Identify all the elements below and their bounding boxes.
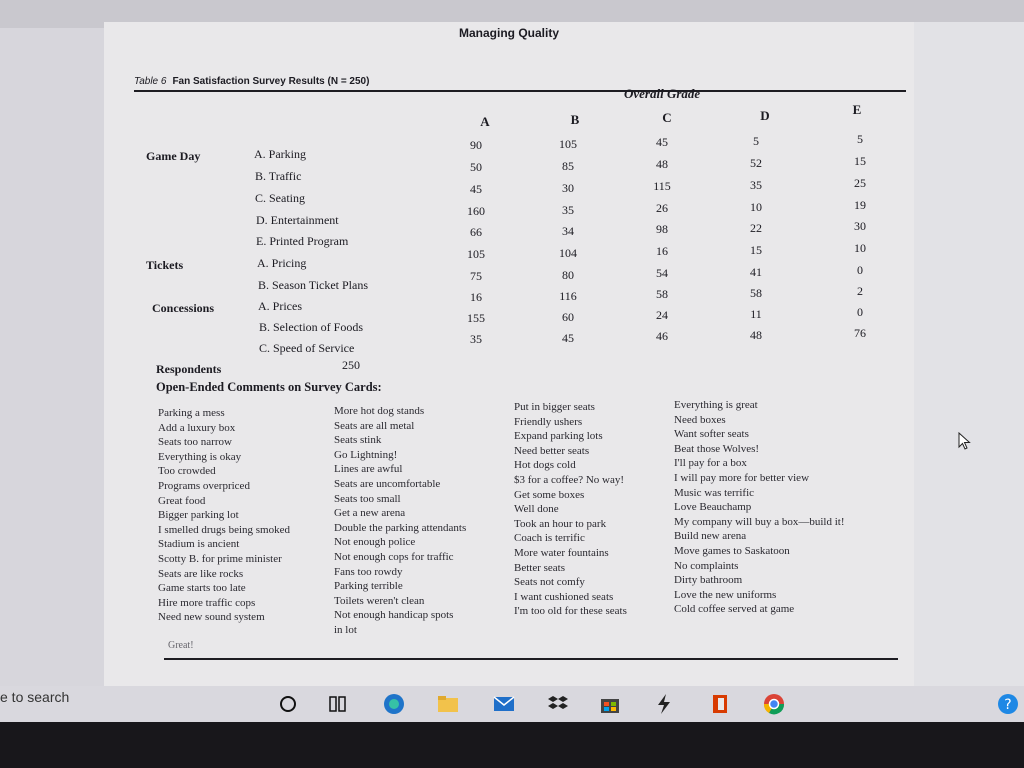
grade-cell: 116 xyxy=(559,288,577,303)
screen-bezel-bottom xyxy=(0,722,1024,768)
row-item-label: D. Entertainment xyxy=(256,213,339,227)
grade-cell: 5 xyxy=(857,132,863,146)
running-head: Managing Quality xyxy=(458,26,559,40)
grade-cell: 15 xyxy=(750,242,762,257)
comment-line: Expand parking lots xyxy=(514,430,603,443)
row-item-label: E. Printed Program xyxy=(256,234,349,248)
comment-line: Everything is okay xyxy=(158,450,242,463)
comment-line: Fans too rowdy xyxy=(334,565,403,578)
store-icon[interactable] xyxy=(598,692,622,716)
row-item-label: B. Traffic xyxy=(255,169,302,183)
help-icon[interactable] xyxy=(996,692,1020,716)
row-item-label: C. Seating xyxy=(255,191,305,205)
comments-column-1 xyxy=(158,406,290,625)
grade-cell: 105 xyxy=(467,247,485,261)
cortana-icon[interactable] xyxy=(276,692,300,716)
comment-line: Great food xyxy=(158,494,206,507)
task-view-icon[interactable] xyxy=(326,692,350,716)
comment-line: Friendly ushers xyxy=(514,415,583,428)
comment-line: Love Beauchamp xyxy=(674,501,752,514)
row-item-label: B. Selection of Foods xyxy=(259,320,363,334)
grade-cell: 90 xyxy=(470,138,482,152)
comment-line: Seats too narrow xyxy=(158,436,232,449)
grade-c-header: C xyxy=(662,110,672,125)
grade-cell: 76 xyxy=(854,326,866,340)
chrome-icon[interactable] xyxy=(762,692,786,716)
grade-cell: 24 xyxy=(656,308,668,322)
comments-column-3 xyxy=(514,400,627,619)
comment-line: Hire more traffic cops xyxy=(158,596,256,609)
comment-line: Move games to Saskatoon xyxy=(674,544,790,557)
screen-right-area xyxy=(910,22,1024,688)
grade-cell: 105 xyxy=(559,136,577,151)
grade-d-header: D xyxy=(760,108,770,123)
comments-column-4 xyxy=(674,398,844,617)
grade-cell: 41 xyxy=(750,264,762,279)
grade-cell: 15 xyxy=(854,154,866,168)
mouse-cursor-icon xyxy=(958,432,972,450)
category-label: Game Day xyxy=(146,149,201,163)
comment-line: Seats are uncomfortable xyxy=(334,477,441,490)
respondents-label: Respondents xyxy=(156,362,222,376)
comment-line: No complaints xyxy=(674,559,739,572)
grade-cell: 45 xyxy=(656,135,668,149)
grade-cell: 80 xyxy=(562,267,574,282)
respondents-value: 250 xyxy=(342,358,360,372)
app-icon[interactable] xyxy=(652,692,676,716)
comment-line: Toilets weren't clean xyxy=(334,594,425,607)
comments-column-2 xyxy=(334,404,466,638)
grade-cell: 10 xyxy=(854,241,866,255)
comments-heading: Open-Ended Comments on Survey Cards: xyxy=(156,380,382,394)
comment-line: I will pay more for better view xyxy=(674,471,810,484)
office-icon[interactable] xyxy=(708,692,732,716)
grade-cell: 22 xyxy=(750,220,762,235)
taskbar xyxy=(0,686,1024,722)
table-title xyxy=(134,76,369,87)
grade-cell: 66 xyxy=(470,225,482,239)
comment-line: Seats are all metal xyxy=(334,419,415,432)
comment-line: Seats not comfy xyxy=(514,576,585,589)
comment-line: $3 for a coffee? No way! xyxy=(514,473,625,486)
last-comment: Great! xyxy=(168,640,194,651)
comment-line: Seats too small xyxy=(334,492,401,505)
mail-icon[interactable] xyxy=(492,692,516,716)
comment-line: Hot dogs cold xyxy=(514,459,576,472)
grade-cell: 85 xyxy=(562,158,574,173)
top-rule xyxy=(134,90,906,92)
comment-line: I'll pay for a box xyxy=(674,457,747,470)
grade-cell: 45 xyxy=(470,182,482,196)
grade-cell: 2 xyxy=(857,284,863,298)
grade-cell: 58 xyxy=(656,287,668,301)
comment-line: Well done xyxy=(514,503,559,516)
comment-line: My company will buy a box—build it! xyxy=(674,515,845,528)
comment-line: Need boxes xyxy=(674,413,726,426)
table-title-text: Fan Satisfaction Survey Results (N = 250) xyxy=(172,76,370,87)
comment-line: Everything is great xyxy=(674,399,758,411)
row-item-label: C. Speed of Service xyxy=(259,341,355,355)
comment-line: Parking a mess xyxy=(158,407,225,419)
comment-line: Get a new arena xyxy=(334,507,406,520)
comment-line: Parking terrible xyxy=(334,580,403,593)
comment-line: Seats are like rocks xyxy=(158,567,244,580)
document-page xyxy=(104,22,914,686)
comment-line: Stadium is ancient xyxy=(158,538,240,551)
grade-cell: 0 xyxy=(857,305,863,319)
comment-line: Not enough cops for traffic xyxy=(334,550,454,563)
dropbox-icon[interactable] xyxy=(546,692,570,716)
file-explorer-icon[interactable] xyxy=(436,692,460,716)
grade-cell: 35 xyxy=(562,202,574,217)
grade-cell: 48 xyxy=(750,327,762,342)
comment-line: Lines are awful xyxy=(334,463,403,476)
comment-line: Music was terrific xyxy=(674,486,755,499)
comment-line: Programs overpriced xyxy=(158,479,250,492)
comment-line: Go Lightning! xyxy=(334,448,398,461)
grade-cell: 60 xyxy=(562,309,574,324)
grade-cell: 46 xyxy=(656,329,668,343)
grade-cell: 45 xyxy=(562,330,574,345)
comment-line: Bigger parking lot xyxy=(158,509,239,522)
comment-line: Not enough handicap spots xyxy=(334,609,454,622)
comment-line: Too crowded xyxy=(158,465,216,478)
svg-text:?: ? xyxy=(1004,697,1012,713)
comment-line: Love the new uniforms xyxy=(674,588,777,601)
row-item-label: B. Season Ticket Plans xyxy=(258,278,369,292)
grade-cell: 54 xyxy=(656,266,668,280)
grade-cell: 16 xyxy=(656,244,668,258)
comment-line: Cold coffee served at game xyxy=(674,603,795,616)
grade-cell: 30 xyxy=(562,180,574,195)
category-label: Tickets xyxy=(146,258,184,272)
comment-line: I'm too old for these seats xyxy=(514,605,627,618)
comment-line: Build new arena xyxy=(674,530,747,543)
comment-line: More hot dog stands xyxy=(334,405,425,417)
comment-line: I want cushioned seats xyxy=(514,590,614,603)
grade-cell: 75 xyxy=(470,269,482,283)
grade-cell: 98 xyxy=(656,222,668,236)
row-item-label: A. Pricing xyxy=(257,256,307,270)
comment-line: Get some boxes xyxy=(514,488,585,501)
grade-cell: 115 xyxy=(653,179,671,193)
comment-line: Better seats xyxy=(514,561,566,574)
grade-cell: 25 xyxy=(854,176,866,190)
grade-cell: 16 xyxy=(470,290,482,304)
grade-cell: 104 xyxy=(559,245,577,260)
overall-grade-heading: Overall Grade xyxy=(624,86,701,101)
comment-line: More water fountains xyxy=(514,546,609,559)
comment-line: Dirty bathroom xyxy=(674,574,743,587)
grade-cell: 155 xyxy=(467,311,485,325)
comment-line: Add a luxury box xyxy=(158,421,236,434)
grade-cell: 30 xyxy=(854,219,866,233)
bottom-rule xyxy=(164,658,898,660)
comment-line: Beat those Wolves! xyxy=(674,442,760,455)
comment-line: Put in bigger seats xyxy=(514,401,595,413)
taskbar-search-text[interactable]: e to search xyxy=(0,689,70,705)
screen-left-area xyxy=(0,28,104,688)
table-label: Table 6 xyxy=(134,76,167,87)
edge-icon[interactable] xyxy=(382,692,406,716)
grade-b-header: B xyxy=(570,112,580,127)
grade-cell: 35 xyxy=(750,177,762,192)
row-item-label: A. Parking xyxy=(254,147,306,161)
comment-line: Seats stink xyxy=(334,434,382,447)
grade-cell: 35 xyxy=(470,332,482,346)
grade-cell: 0 xyxy=(857,263,863,277)
grade-cell: 34 xyxy=(562,223,574,238)
grade-cell: 26 xyxy=(656,201,668,215)
comment-line: Need better seats xyxy=(514,444,590,457)
grade-cell: 48 xyxy=(656,157,668,171)
grade-a-header: A xyxy=(480,114,490,129)
grade-cell: 58 xyxy=(750,285,762,300)
grade-cell: 160 xyxy=(467,204,485,218)
comment-line: in lot xyxy=(334,623,357,636)
grade-e-header: E xyxy=(852,102,862,117)
grade-cell: 50 xyxy=(470,160,482,174)
comment-line: Scotty B. for prime minister xyxy=(158,552,282,565)
comment-line: Double the parking attendants xyxy=(334,521,467,534)
comment-line: Not enough police xyxy=(334,536,416,549)
grade-cell: 19 xyxy=(854,198,866,212)
comment-line: I smelled drugs being smoked xyxy=(158,523,290,536)
comment-line: Want softer seats xyxy=(674,428,749,441)
comment-line: Took an hour to park xyxy=(514,517,607,530)
grade-cell: 52 xyxy=(750,155,762,170)
comment-line: Need new sound system xyxy=(158,611,265,624)
comment-line: Game starts too late xyxy=(158,582,246,595)
grade-cell: 10 xyxy=(750,199,762,214)
grade-cell: 11 xyxy=(750,306,762,321)
row-item-label: A. Prices xyxy=(258,299,302,313)
grade-cell: 5 xyxy=(753,133,759,148)
comment-line: Coach is terrific xyxy=(514,532,585,545)
category-label: Concessions xyxy=(152,301,215,315)
